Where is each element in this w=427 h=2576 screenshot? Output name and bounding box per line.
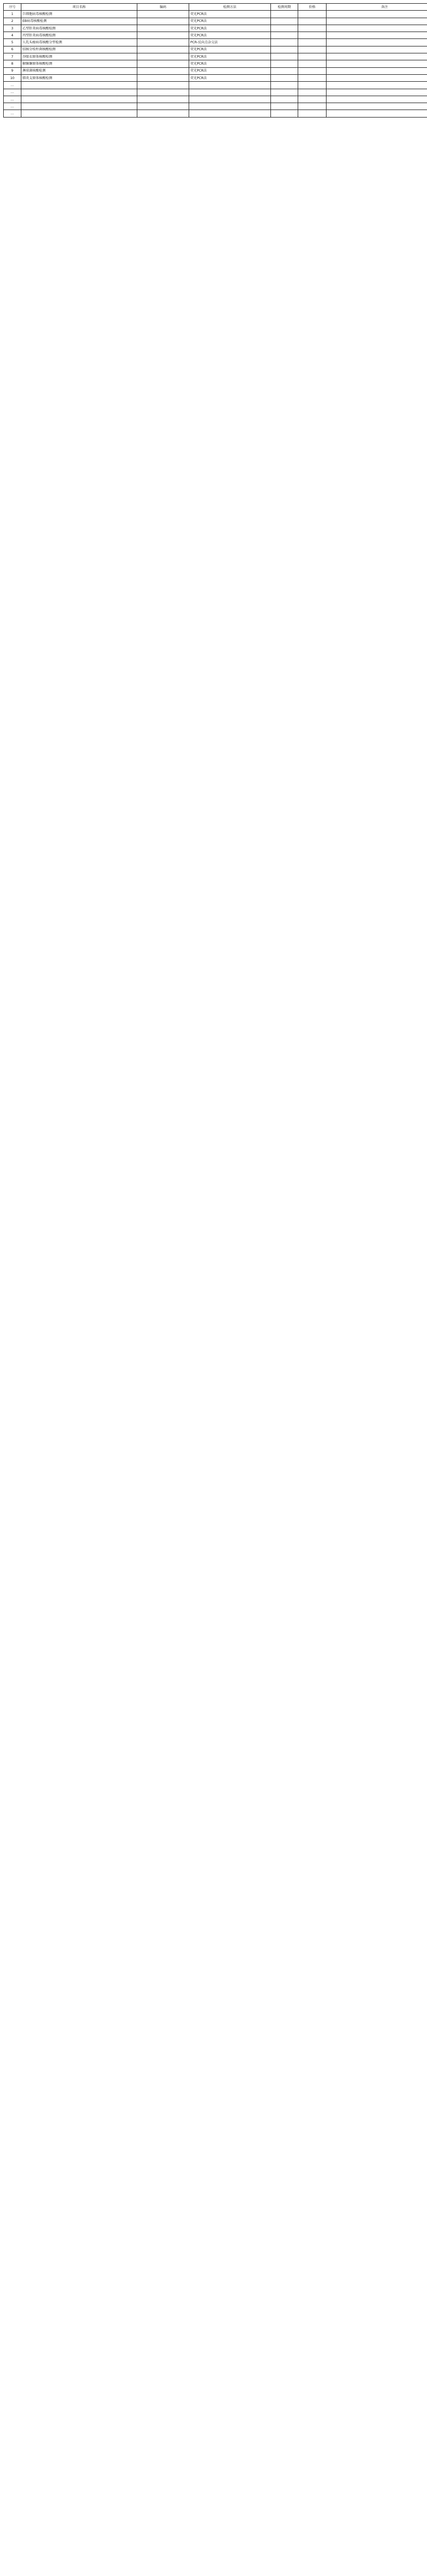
- col-header-price: 价格: [298, 4, 327, 11]
- cell-code: [137, 32, 189, 39]
- col-header-cycle: 检测周期: [271, 4, 298, 11]
- cell-note: [327, 46, 427, 53]
- cell-name: [21, 82, 137, 89]
- table-row: [4, 74, 427, 81]
- cell-method: 荧光PCR法: [189, 60, 271, 67]
- cell-method: [189, 82, 271, 89]
- col-header-method: 检测方法: [189, 4, 271, 11]
- table-row: [4, 82, 427, 89]
- cell-code: [137, 53, 189, 60]
- cell-code: [137, 67, 189, 74]
- cell-index: …: [4, 82, 21, 89]
- table-row: [4, 11, 427, 18]
- cell-method: [189, 110, 271, 117]
- col-header-code: 编码: [137, 4, 189, 11]
- cell-price: [298, 67, 327, 74]
- cell-note: [327, 39, 427, 46]
- cell-index: …: [4, 89, 21, 96]
- cell-price: [298, 89, 327, 96]
- cell-method: [189, 103, 271, 110]
- table-row: [4, 60, 427, 67]
- cell-cycle: [271, 60, 298, 67]
- cell-note: [327, 96, 427, 103]
- cell-name: 丙型肝炎病毒核酸检测: [21, 32, 137, 39]
- cell-code: [137, 110, 189, 117]
- table-row: [4, 39, 427, 46]
- cell-index: …: [4, 110, 21, 117]
- cell-price: [298, 39, 327, 46]
- cell-code: [137, 46, 189, 53]
- cell-note: [327, 53, 427, 60]
- cell-cycle: [271, 103, 298, 110]
- cell-price: [298, 18, 327, 25]
- col-header-name: 项目名称: [21, 4, 137, 11]
- cell-cycle: [271, 96, 298, 103]
- table-row: [4, 18, 427, 25]
- cell-code: [137, 89, 189, 96]
- cell-cycle: [271, 53, 298, 60]
- table-row: [4, 89, 427, 96]
- cell-index: …: [4, 96, 21, 103]
- cell-name: 解脲脲原体核酸检测: [21, 60, 137, 67]
- cell-method: [189, 96, 271, 103]
- cell-name: 肺炎支原体核酸检测: [21, 74, 137, 81]
- table-body: [4, 11, 427, 117]
- cell-code: [137, 82, 189, 89]
- table-row: [4, 96, 427, 103]
- cell-note: [327, 60, 427, 67]
- cell-method: 荧光PCR法: [189, 18, 271, 25]
- cell-cycle: [271, 18, 298, 25]
- cell-price: [298, 25, 327, 32]
- cell-cycle: [271, 67, 298, 74]
- cell-index: 8: [4, 60, 21, 67]
- cell-method: 荧光PCR法: [189, 74, 271, 81]
- cell-price: [298, 60, 327, 67]
- cell-name: 乙型肝炎病毒核酸检测: [21, 25, 137, 32]
- header-row: [4, 4, 427, 11]
- cell-note: [327, 82, 427, 89]
- cell-code: [137, 18, 189, 25]
- cell-cycle: [271, 89, 298, 96]
- cell-price: [298, 74, 327, 81]
- cell-price: [298, 53, 327, 60]
- cell-price: [298, 32, 327, 39]
- cell-index: 1: [4, 11, 21, 18]
- cell-code: [137, 74, 189, 81]
- table-row: [4, 25, 427, 32]
- cell-index: 4: [4, 32, 21, 39]
- cell-code: [137, 103, 189, 110]
- cell-name: 结核分枝杆菌核酸检测: [21, 46, 137, 53]
- cell-index: 2: [4, 18, 21, 25]
- cell-index: 9: [4, 67, 21, 74]
- data-table: [3, 3, 427, 118]
- cell-name: 淋球菌核酸检测: [21, 67, 137, 74]
- cell-cycle: [271, 11, 298, 18]
- cell-method: 荧光PCR法: [189, 11, 271, 18]
- table-row: [4, 53, 427, 60]
- col-header-index: 序号: [4, 4, 21, 11]
- cell-price: [298, 82, 327, 89]
- cell-note: [327, 18, 427, 25]
- col-header-note: 备注: [327, 4, 427, 11]
- cell-name: 沙眼衣原体核酸检测: [21, 53, 137, 60]
- cell-method: 荧光PCR法: [189, 25, 271, 32]
- cell-cycle: [271, 110, 298, 117]
- cell-index: 7: [4, 53, 21, 60]
- cell-name: [21, 110, 137, 117]
- cell-note: [327, 11, 427, 18]
- cell-method: 荧光PCR法: [189, 67, 271, 74]
- cell-name: 巨细胞病毒核酸检测: [21, 11, 137, 18]
- cell-name: [21, 96, 137, 103]
- cell-method: 荧光PCR法: [189, 46, 271, 53]
- cell-cycle: [271, 32, 298, 39]
- cell-price: [298, 103, 327, 110]
- cell-note: [327, 110, 427, 117]
- table-row: [4, 103, 427, 110]
- cell-cycle: [271, 46, 298, 53]
- cell-index: 6: [4, 46, 21, 53]
- cell-method: [189, 89, 271, 96]
- cell-code: [137, 60, 189, 67]
- cell-index: 3: [4, 25, 21, 32]
- cell-note: [327, 103, 427, 110]
- table-row: [4, 32, 427, 39]
- cell-price: [298, 11, 327, 18]
- cell-index: 10: [4, 74, 21, 81]
- cell-note: [327, 25, 427, 32]
- table-row: [4, 67, 427, 74]
- cell-note: [327, 67, 427, 74]
- table-row: [4, 46, 427, 53]
- cell-code: [137, 39, 189, 46]
- cell-price: [298, 110, 327, 117]
- cell-cycle: [271, 39, 298, 46]
- cell-method: 荧光PCR法: [189, 32, 271, 39]
- cell-code: [137, 25, 189, 32]
- cell-index: …: [4, 103, 21, 110]
- cell-index: 5: [4, 39, 21, 46]
- cell-name: [21, 103, 137, 110]
- cell-cycle: [271, 74, 298, 81]
- cell-note: [327, 32, 427, 39]
- cell-name: EB病毒核酸检测: [21, 18, 137, 25]
- cell-cycle: [271, 25, 298, 32]
- cell-price: [298, 46, 327, 53]
- cell-name: 人乳头瘤病毒核酸分型检测: [21, 39, 137, 46]
- cell-note: [327, 89, 427, 96]
- cell-method: PCR-反向点杂交法: [189, 39, 271, 46]
- cell-method: 荧光PCR法: [189, 53, 271, 60]
- table-row: [4, 110, 427, 117]
- cell-cycle: [271, 82, 298, 89]
- cell-note: [327, 74, 427, 81]
- cell-name: [21, 89, 137, 96]
- cell-code: [137, 96, 189, 103]
- cell-price: [298, 96, 327, 103]
- cell-code: [137, 11, 189, 18]
